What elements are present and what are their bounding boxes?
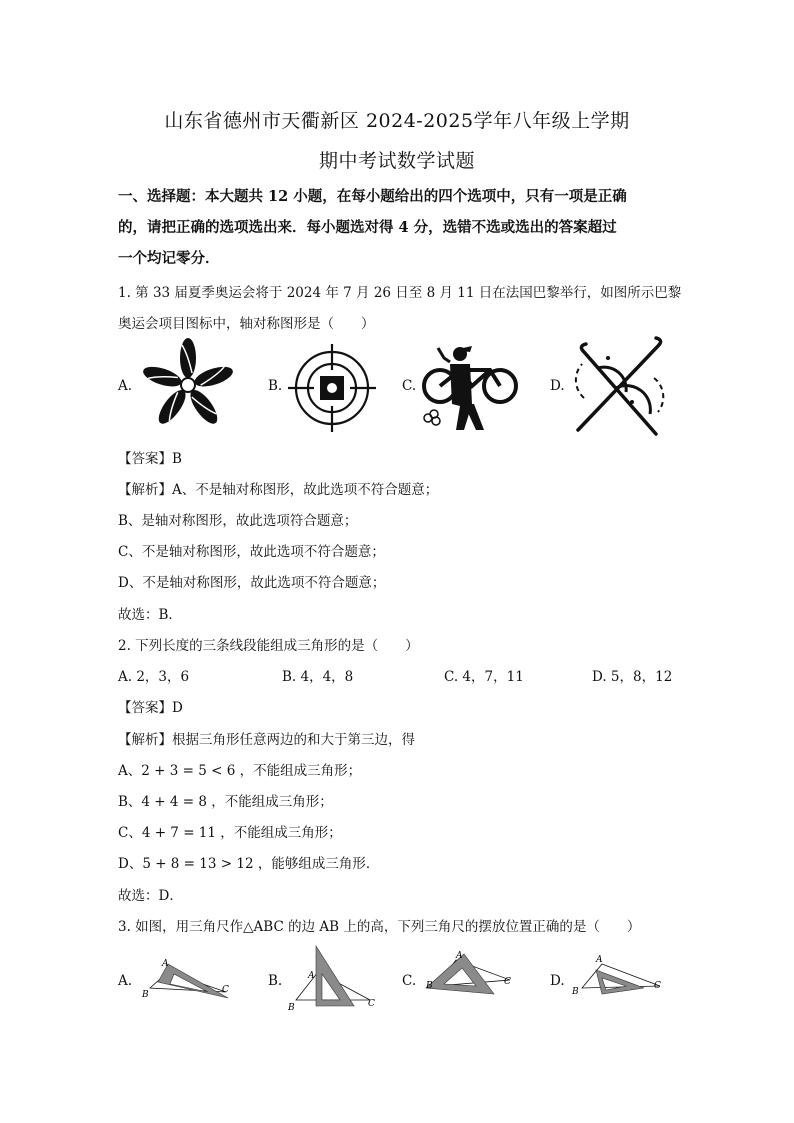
q3-figure-b	[284, 940, 384, 1012]
q3b-vertex-b: B	[288, 1003, 295, 1013]
q1-option-d-label: D.	[550, 378, 565, 394]
q3a-vertex-b: B	[142, 990, 149, 1000]
section-intro-line1: 一、选择题：本大题共 12 小题，在每小题给出的四个选项中，只有一项是正确	[118, 188, 627, 205]
q2-analysis-line1: 【解析】根据三角形任意两边的和大于第三边，得	[118, 732, 415, 748]
q2-analysis-line3: B、4 + 4 = 8 ，不能组成三角形；	[118, 794, 333, 810]
q2-analysis-line2: A、2 + 3 = 5 < 6 ，不能组成三角形；	[118, 763, 362, 779]
q2-analysis-line6: 故选：D．	[118, 888, 183, 904]
q3-figure-c	[420, 948, 524, 1004]
q2-stem: 2. 下列长度的三条线段能组成三角形的是（ ）	[118, 638, 419, 654]
q3c-vertex-a: A	[456, 951, 463, 961]
q2-answer: 【答案】D	[118, 700, 183, 716]
q2-option-a: A. 2，3，6	[118, 669, 190, 685]
q2-analysis-line4: C、4 + 7 = 11 ，不能组成三角形；	[118, 825, 342, 841]
q2-analysis-line5: D、5 + 8 = 13 > 12 ，能够组成三角形．	[118, 856, 380, 872]
q3c-vertex-c: C	[504, 977, 511, 987]
q1-stem-line2: 奥运会项目图标中，轴对称图形是（ ）	[118, 316, 375, 332]
q3-option-c-label: C.	[402, 973, 417, 989]
section-intro-line3: 一个均记零分．	[118, 250, 220, 267]
q3-option-b-label: B.	[268, 973, 283, 989]
q2-option-d: D. 5，8，12	[592, 669, 673, 685]
hockey-icon	[568, 338, 672, 436]
q1-analysis-line2: B、是轴对称图形，故此选项符合题意；	[118, 513, 358, 529]
pinwheel-icon	[138, 338, 238, 433]
q3b-vertex-c: C	[368, 999, 375, 1009]
q3-stem: 3. 如图，用三角尺作△ABC 的边 AB 上的高，下列三角尺的摆放位置正确的是（ ）	[118, 919, 641, 935]
q1-option-c-label: C.	[402, 378, 417, 394]
q3b-vertex-a: A	[308, 971, 315, 981]
q1-stem-line1: 1. 第 33 届夏季奥运会将于 2024 年 7 月 26 日至 8 月 11 日在法国巴黎举行，如图所示巴黎	[118, 285, 682, 301]
q3a-vertex-a: A	[162, 959, 169, 969]
q1-analysis-line1: 【解析】A、不是轴对称图形，故此选项不符合题意；	[118, 482, 439, 498]
q3-option-a-label: A.	[118, 973, 133, 989]
q3d-vertex-c: C	[654, 981, 661, 991]
q1-option-b-label: B.	[268, 378, 283, 394]
page-subtitle: 期中考试数学试题	[318, 150, 475, 172]
q3d-vertex-b: B	[572, 987, 579, 997]
page-title: 山东省德州市天衢新区 2024-2025学年八年级上学期	[164, 110, 630, 132]
q3d-vertex-a: A	[596, 955, 603, 965]
q3-option-d-label: D.	[550, 973, 565, 989]
target-icon	[286, 342, 378, 434]
q3c-vertex-b: B	[426, 981, 433, 991]
q2-option-c: C. 4，7，11	[444, 669, 524, 685]
bicycle-icon	[420, 344, 522, 432]
q2-option-b: B. 4，4，8	[282, 669, 354, 685]
q1-answer: 【答案】B	[118, 451, 182, 467]
q3a-vertex-c: C	[222, 985, 229, 995]
q1-option-a-label: A.	[118, 378, 133, 394]
section-intro-line2: 的，请把正确的选项选出来．每小题选对得 4 分，选错不选或选出的答案超过	[118, 219, 617, 236]
q3-figure-d	[568, 952, 672, 1002]
q1-analysis-line5: 故选：B．	[118, 607, 182, 623]
q3-figure-a	[138, 952, 242, 1004]
q1-analysis-line4: D、不是轴对称图形，故此选项不符合题意；	[118, 575, 386, 591]
q1-analysis-line3: C、不是轴对称图形，故此选项不符合题意；	[118, 544, 385, 560]
